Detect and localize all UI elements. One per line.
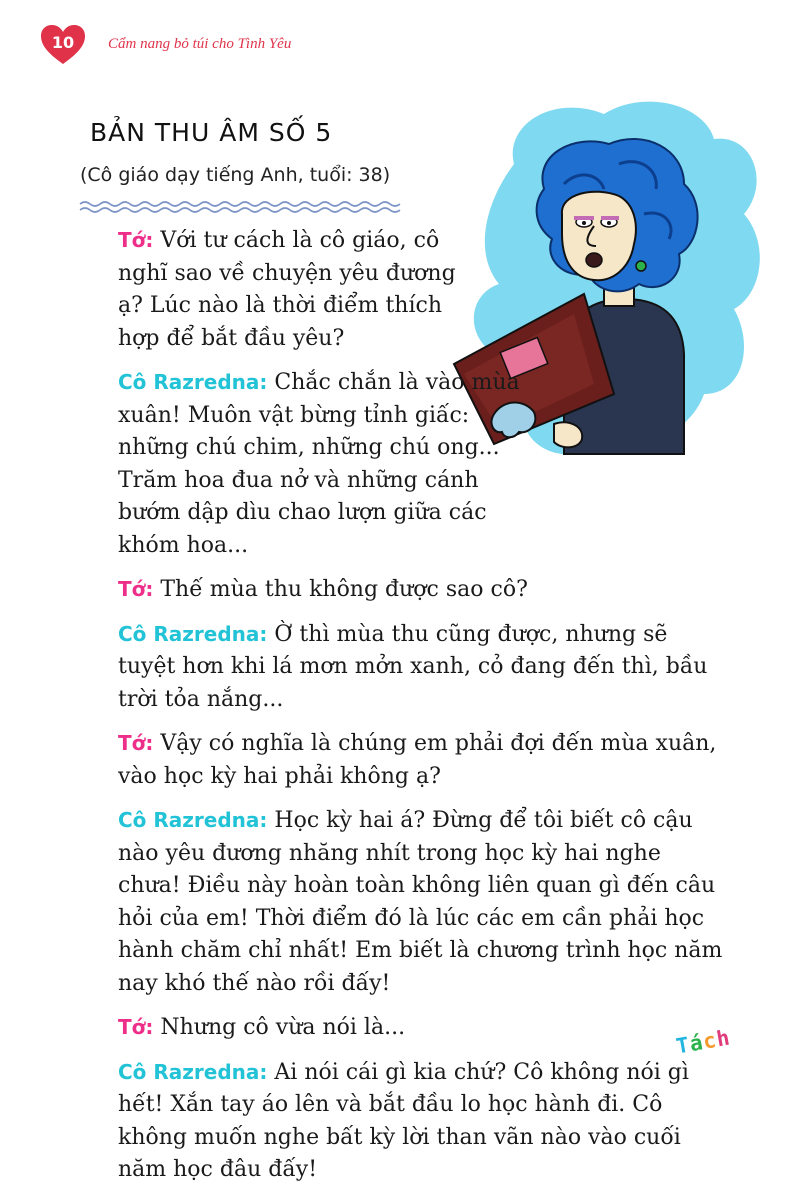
section-title: BẢN THU ÂM SỐ 5 — [90, 118, 333, 147]
speaker-label: Tớ: — [118, 1015, 154, 1039]
dialogue-line — [80, 804, 730, 1000]
dialogue-text: Nhưng cô vừa nói là... — [153, 1015, 406, 1040]
speaker-label: Cô Razredna: — [118, 621, 268, 646]
speaker-label: Cô Razredna: — [118, 370, 268, 394]
speaker-label: Tớ: — [118, 577, 154, 601]
dialogue-text: Ai nói cái gì kia chứ? Cô không nói gì hết! Xắn tay áo lên và bắt đầu lo học hành đi. Cô không muốn nghe bất kỳ lời than vãn nào vào cuối năm học đâu đấy! — [118, 1059, 689, 1182]
speaker-label: Tớ: — [118, 731, 154, 755]
dialogue-text: Ờ thì mùa thu cũng được, nhưng sẽ tuyệt hơn khi lá mơn mởn xanh, cỏ đang đến thì, bầu trời tỏa nắng... — [118, 621, 708, 712]
dialogue-line — [80, 1056, 718, 1187]
dialogue-line — [80, 224, 468, 355]
dialogue-text: Vậy có nghĩa là chúng em phải đợi đến mùa xuân, vào học kỳ hai phải không ạ? — [118, 731, 717, 789]
dialogue — [80, 224, 730, 1198]
page-number: 10 — [51, 33, 75, 52]
sound-effect-letter: T — [674, 1032, 692, 1059]
dialogue-line — [80, 573, 730, 607]
dialogue-text: Chắc chắn là vào mùa xuân! Muôn vật bừng tỉnh giấc: những chú chim, những chú ong... Trăm hoa đua nở và những cánh bướm dập dìu chao lượn giữa các khóm hoa... — [118, 370, 520, 558]
dialogue-text: Học kỳ hai á? Đừng để tôi biết cô cậu nào yêu đương nhăng nhít trong học kỳ hai nghe chưa! Điều này hoàn toàn không liên quan gì đến câu hỏi của em! Thời điểm đó là lúc các em cần phải học hành chăm chỉ nhất! Em biết là chương trình học năm nay khó thế nào rồi đấy! — [118, 808, 723, 996]
speaker-label: Tớ: — [118, 228, 154, 252]
sound-effect-letter: c — [701, 1027, 719, 1054]
dialogue-text: Với tư cách là cô giáo, cô nghĩ sao về chuyện yêu đương ạ? Lúc nào là thời điểm thích hợp để bắt đầu yêu? — [118, 228, 456, 351]
running-title: Cẩm nang bỏ túi cho Tình Yêu — [108, 36, 292, 52]
speaker-label: Cô Razredna: — [118, 808, 268, 832]
sound-effect-letter: h — [714, 1025, 733, 1052]
dialogue-line — [80, 1011, 730, 1045]
sound-effect-letter: á — [687, 1030, 706, 1057]
dialogue-line — [80, 618, 730, 717]
dialogue-line — [80, 366, 538, 562]
dialogue-line — [80, 727, 730, 793]
wavy-divider — [78, 198, 408, 214]
speaker-label: Cô Razredna: — [118, 1059, 268, 1084]
dialogue-text: Thế mùa thu không được sao cô? — [153, 577, 528, 602]
page-header — [40, 24, 640, 68]
section-subtitle: (Cô giáo dạy tiếng Anh, tuổi: 38) — [80, 164, 391, 186]
